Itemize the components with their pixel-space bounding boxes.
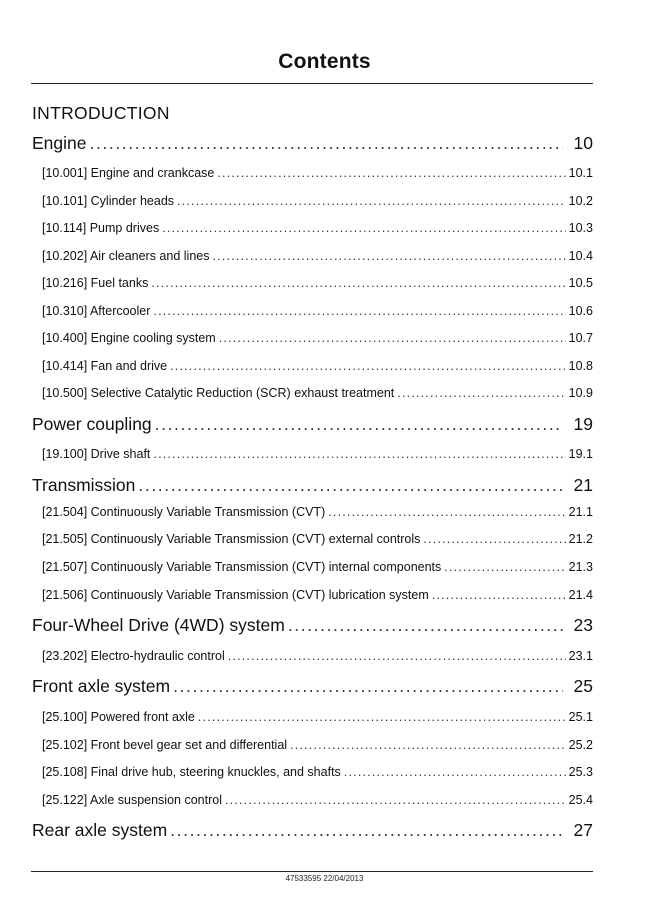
- toc-page-number: 27: [573, 820, 593, 840]
- toc-subsection-entry[interactable]: [42, 738, 593, 752]
- dot-leader: [138, 475, 562, 496]
- toc-page-number: 10.1: [568, 166, 593, 180]
- toc-page-number: 21: [573, 475, 593, 495]
- toc-page-number: 25.3: [568, 765, 593, 779]
- toc-entry-label: [21.504] Continuously Variable Transmission (CVT): [42, 505, 326, 519]
- toc-entry-label: [10.500] Selective Catalytic Reduction (SCR) exhaust treatment: [42, 386, 395, 400]
- toc-page-number: 21.3: [568, 560, 593, 574]
- toc-subsection-entry[interactable]: [42, 710, 593, 724]
- toc-section-entry[interactable]: [32, 414, 593, 435]
- dot-leader: [173, 676, 562, 697]
- toc-page-number: 10.9: [568, 386, 593, 400]
- toc-entry-label: [19.100] Drive shaft: [42, 447, 151, 461]
- toc-subsection-entry[interactable]: [42, 359, 593, 373]
- dot-leader: [290, 738, 566, 752]
- toc-page-number: 21.4: [568, 588, 593, 602]
- toc-page-number: 10.2: [568, 194, 593, 208]
- toc-page-number: 10.6: [568, 304, 593, 318]
- toc-page-number: 10.8: [568, 359, 593, 373]
- toc-page-number: 19.1: [568, 447, 593, 461]
- dot-leader: [225, 793, 566, 807]
- toc-entry-label: Front axle system: [32, 676, 171, 696]
- dot-leader: [344, 765, 566, 779]
- toc-page-number: 21.1: [568, 505, 593, 519]
- toc-entry-label: Rear axle system: [32, 820, 168, 840]
- toc-entry-label: [10.400] Engine cooling system: [42, 331, 216, 345]
- dot-leader: [162, 221, 565, 235]
- toc-entry-label: Power coupling: [32, 414, 152, 434]
- dot-leader: [198, 710, 566, 724]
- toc-page-number: 25.2: [568, 738, 593, 752]
- dot-leader: [155, 414, 563, 435]
- toc-page-number: 10.7: [568, 331, 593, 345]
- toc-subsection-entry[interactable]: [42, 588, 593, 602]
- toc-subsection-entry[interactable]: [42, 386, 593, 400]
- toc-entry-label: [23.202] Electro-hydraulic control: [42, 649, 225, 663]
- dot-leader: [423, 532, 565, 546]
- toc-page-number: 10: [573, 133, 593, 153]
- toc-entry-label: [10.310] Aftercooler: [42, 304, 151, 318]
- toc-page-number: 10.4: [568, 249, 593, 263]
- dot-leader: [217, 166, 565, 180]
- toc-subsection-entry[interactable]: [42, 793, 593, 807]
- toc-page-number: 23.1: [568, 649, 593, 663]
- dot-leader: [288, 615, 563, 636]
- toc-subsection-entry[interactable]: [42, 649, 593, 663]
- toc-subsection-entry[interactable]: [42, 249, 593, 263]
- toc-entry-label: Transmission: [32, 475, 136, 495]
- dot-leader: [212, 249, 565, 263]
- dot-leader: [397, 386, 565, 400]
- dot-leader: [432, 588, 566, 602]
- title-divider: [31, 83, 593, 84]
- footer-divider: [31, 871, 593, 872]
- toc-subsection-entry[interactable]: [42, 532, 593, 546]
- toc-entry-label: Four-Wheel Drive (4WD) system: [32, 615, 285, 635]
- toc-entry-label: [21.506] Continuously Variable Transmission (CVT) lubrication system: [42, 588, 429, 602]
- toc-page-number: 10.3: [568, 221, 593, 235]
- toc-subsection-entry[interactable]: [42, 560, 593, 574]
- toc-entry-label: [10.216] Fuel tanks: [42, 276, 149, 290]
- toc-entry-label: [10.001] Engine and crankcase: [42, 166, 215, 180]
- toc-section-entry[interactable]: [32, 615, 593, 636]
- toc-page-number: 25.1: [568, 710, 593, 724]
- toc-page-number: 10.5: [568, 276, 593, 290]
- toc-section-entry[interactable]: [32, 475, 593, 496]
- toc-section-entry[interactable]: [32, 820, 593, 841]
- dot-leader: [170, 359, 566, 373]
- dot-leader: [90, 133, 563, 154]
- toc-page-number: 23: [573, 615, 593, 635]
- dot-leader: [177, 194, 566, 208]
- page-title: Contents: [278, 50, 371, 73]
- toc-page-number: 25.4: [568, 793, 593, 807]
- toc-entry-label: [21.505] Continuously Variable Transmission (CVT) external controls: [42, 532, 421, 546]
- toc-subsection-entry[interactable]: [42, 276, 593, 290]
- toc-entry-label: [25.100] Powered front axle: [42, 710, 195, 724]
- toc-subsection-entry[interactable]: [42, 765, 593, 779]
- dot-leader: [444, 560, 565, 574]
- toc-subsection-entry[interactable]: [42, 331, 593, 345]
- toc-entry-label: [21.507] Continuously Variable Transmission (CVT) internal components: [42, 560, 442, 574]
- dot-leader: [151, 276, 565, 290]
- introduction-heading: INTRODUCTION: [32, 103, 170, 123]
- dot-leader: [228, 649, 566, 663]
- dot-leader: [219, 331, 566, 345]
- toc-subsection-entry[interactable]: [42, 221, 593, 235]
- dot-leader: [170, 820, 562, 841]
- toc-entry-label: [25.108] Final drive hub, steering knuckles, and shafts: [42, 765, 341, 779]
- toc-section-entry[interactable]: [32, 676, 593, 697]
- toc-subsection-entry[interactable]: [42, 194, 593, 208]
- toc-entry-label: [25.122] Axle suspension control: [42, 793, 222, 807]
- toc-page-number: 19: [573, 414, 593, 434]
- toc-subsection-entry[interactable]: [42, 447, 593, 461]
- toc-page-number: 21.2: [568, 532, 593, 546]
- footer-document-number: 47533595 22/04/2013: [285, 874, 364, 883]
- toc-entry-label: [10.414] Fan and drive: [42, 359, 168, 373]
- toc-subsection-entry[interactable]: [42, 166, 593, 180]
- toc-entry-label: [10.202] Air cleaners and lines: [42, 249, 210, 263]
- dot-leader: [328, 505, 565, 519]
- toc-section-entry[interactable]: [32, 133, 593, 154]
- dot-leader: [153, 304, 565, 318]
- toc-page-number: 25: [573, 676, 593, 696]
- toc-entry-label: Engine: [32, 133, 87, 153]
- toc-subsection-entry[interactable]: [42, 304, 593, 318]
- dot-leader: [153, 447, 565, 461]
- toc-entry-label: [10.114] Pump drives: [42, 221, 160, 235]
- toc-entry-label: [10.101] Cylinder heads: [42, 194, 175, 208]
- toc-subsection-entry[interactable]: [42, 505, 593, 519]
- toc-entry-label: [25.102] Front bevel gear set and differential: [42, 738, 288, 752]
